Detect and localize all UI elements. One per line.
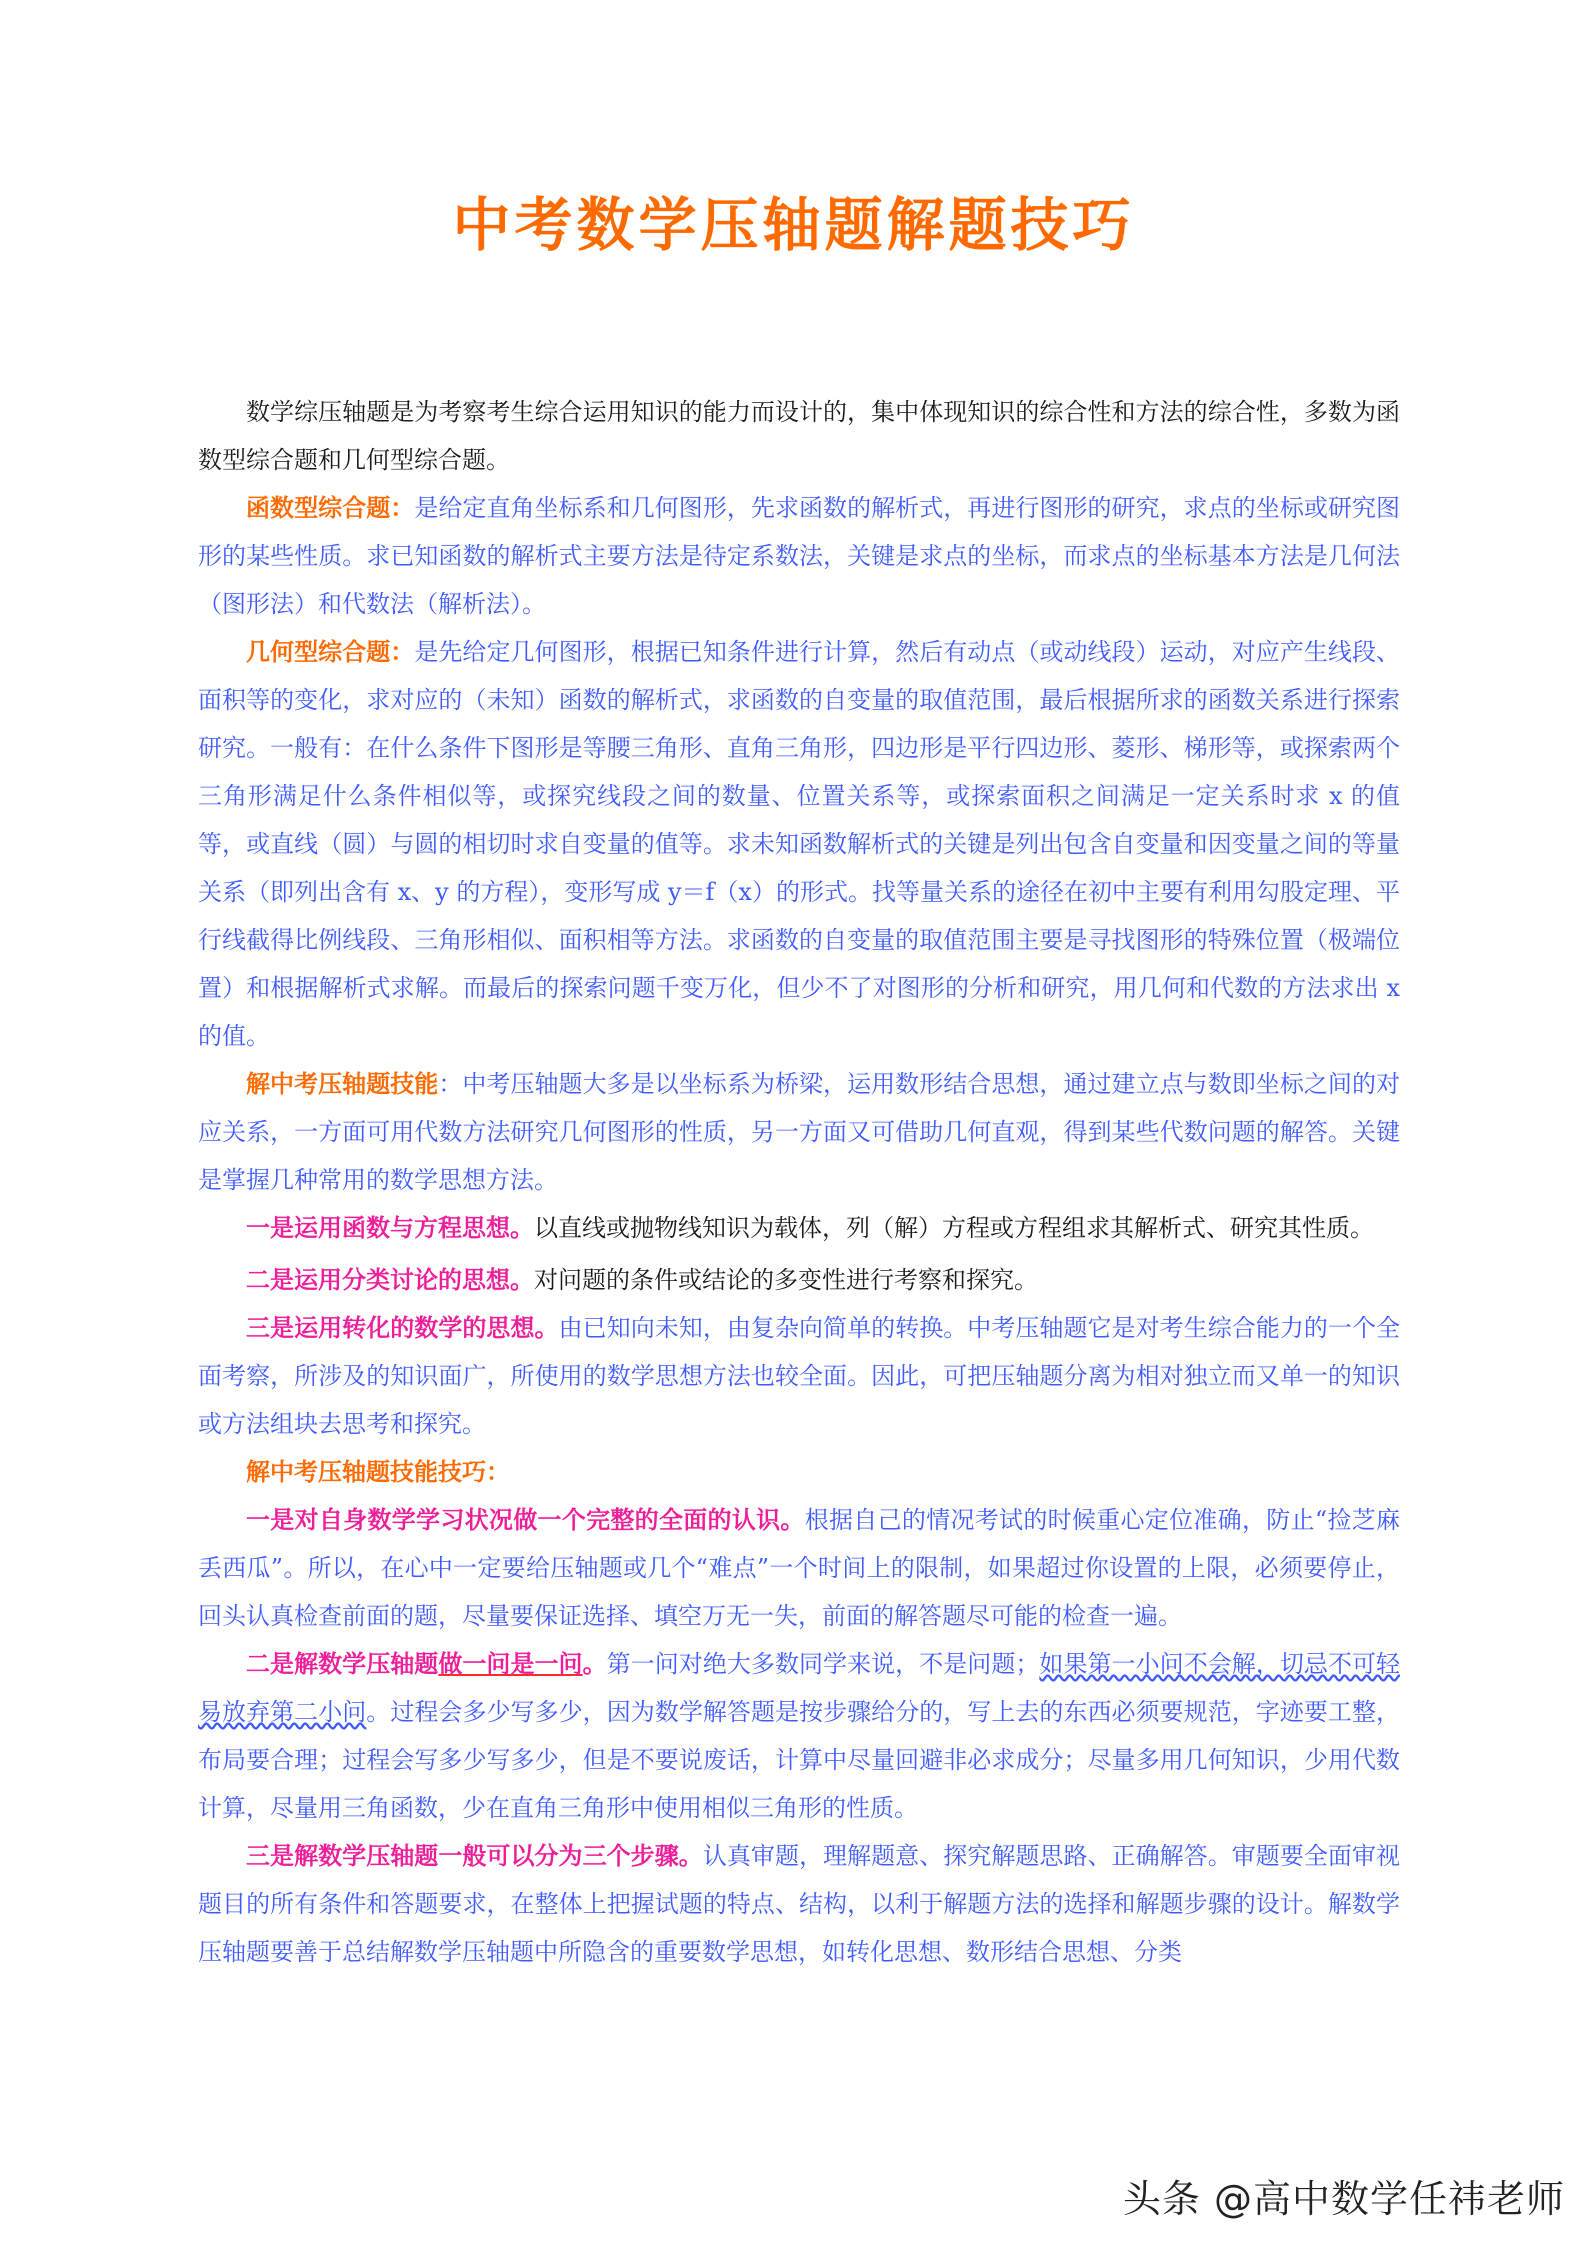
page-title: 中考数学压轴题解题技巧 (452, 191, 1135, 259)
tip-one-label: 一是对自身数学学习状况做一个完整的全面的认识。 (246, 1505, 805, 1534)
tip-one-text: 根据自己的情况考试的时候重心定位准确，防止“捡芝麻丢西瓜”。所以，在心中一定要给压轴题或几个“难点”一个时间上的限制，如果超过你设置的上限，必须要停止，回头认真检查前面的题，尽量要保证选择、填空万无一失，前面的解答题尽可能的检查一遍。 (198, 1506, 1400, 1630)
tip-three-paragraph (198, 1832, 1400, 1976)
intro-paragraph (198, 388, 1400, 484)
article-body (198, 388, 1400, 1976)
method-one-paragraph (198, 1204, 1400, 1252)
skills-label: 解中考压轴题技能 (246, 1069, 439, 1098)
method-three-paragraph (198, 1304, 1400, 1448)
tip-two-label: 二是解数学压轴题 (246, 1649, 439, 1678)
tips-heading-paragraph (198, 1448, 1400, 1496)
tip-two-text-c: 。过程会多少写多少，因为数学解答题是按步骤给分的，写上去的东西必须要规范，字迹要工整，布局要合理；过程会写多少写多少，但是不要说废话，计算中尽量回避非必求成分；尽量多用几何知识，少用代数计算，尽量用三角函数，少在直角三角形中使用相似三角形的性质。 (198, 1698, 1401, 1822)
tip-two-text-a: 第一问对绝大多数同学来说，不是问题； (606, 1650, 1040, 1678)
geometry-type-text: 是先给定几何图形，根据已知条件进行计算，然后有动点（或动线段）运动，对应产生线段、面积等的变化，求对应的（未知）函数的解析式，求函数的自变量的取值范围，最后根据所求的函数关系进行探索研究。一般有：在什么条件下图形是等腰三角形、直角三角形，四边形是平行四边形、菱形、梯形等，或探索两个三角形满足什么条件相似等，或探究线段之间的数量、位置关系等，或探索面积之间满足一定关系时求 x 的值等，或直线（圆）与圆的相切时求自变量的值等。求未知函数解析式的关键是列出包含自变量和因变量之间的等量关系（即列出含有 x、y 的方程），变形写成 y＝f（x）的形式。找等量关系的途径在初中主要有利用勾股定理、平行线截得比例线段、三角形相似、面积相等方法。求函数的自变量的取值范围主要是寻找图形的特殊位置（极端位置）和根据解析式求解。而最后的探索问题千变万化，但少不了对图形的分析和研究，用几何和代数的方法求出 x 的值。 (198, 638, 1401, 1050)
method-one-label: 一是运用函数与方程思想。 (246, 1213, 534, 1242)
tip-two-paragraph (198, 1640, 1400, 1832)
method-two-text: 对问题的条件或结论的多变性进行考察和探究。 (534, 1266, 1038, 1294)
tips-heading: 解中考压轴题技能技巧： (246, 1457, 510, 1486)
geometry-type-paragraph (198, 628, 1400, 1060)
geometry-type-label: 几何型综合题： (246, 637, 415, 666)
skills-paragraph (198, 1060, 1400, 1204)
tip-two-label-end: 。 (582, 1649, 607, 1678)
method-one-text: 以直线或抛物线知识为载体，列（解）方程或方程组求其解析式、研究其性质。 (534, 1214, 1374, 1242)
tip-one-paragraph (198, 1496, 1400, 1640)
tip-two-label-underlined: 做一问是一问 (438, 1649, 583, 1678)
function-type-text: 是给定直角坐标系和几何图形，先求函数的解析式，再进行图形的研究，求点的坐标或研究图形的某些性质。求已知函数的解析式主要方法是待定系数法，关键是求点的坐标，而求点的坐标基本方法是几何法（图形法）和代数法（解析法）。 (198, 494, 1401, 618)
skills-text: ：中考压轴题大多是以坐标系为桥梁，运用数形结合思想，通过建立点与数即坐标之间的对应关系，一方面可用代数方法研究几何图形的性质，另一方面又可借助几何直观，得到某些代数问题的解答。关键是掌握几种常用的数学思想方法。 (198, 1070, 1401, 1194)
tip-three-text: 认真审题，理解题意、探究解题思路、正确解答。审题要全面审视题目的所有条件和答题要求，在整体上把握试题的特点、结构，以利于解题方法的选择和解题步骤的设计。解数学压轴题要善于总结解数学压轴题中所隐含的重要数学思想，如转化思想、数形结合思想、分类 (198, 1842, 1401, 1966)
tip-two-text-wavy: 如果第一小问不会解，切忌不可轻易放弃第二小问 (198, 1650, 1401, 1726)
function-type-label: 函数型综合题： (246, 493, 415, 522)
method-three-text: 由已知向未知，由复杂向简单的转换。中考压轴题它是对考生综合能力的一个全面考察，所涉及的知识面广，所使用的数学思想方法也较全面。因此，可把压轴题分离为相对独立而又单一的知识或方法组块去思考和探究。 (198, 1314, 1401, 1438)
intro-text: 数学综压轴题是为考察考生综合运用知识的能力而设计的，集中体现知识的综合性和方法的综合性，多数为函数型综合题和几何型综合题。 (198, 398, 1400, 474)
watermark: 头条 @高中数学任祎老师 (1122, 2177, 1565, 2221)
method-two-label: 二是运用分类讨论的思想。 (246, 1265, 534, 1294)
function-type-paragraph (198, 484, 1400, 628)
tip-three-label: 三是解数学压轴题一般可以分为三个步骤。 (246, 1841, 703, 1870)
method-three-label: 三是运用转化的数学的思想。 (246, 1313, 559, 1342)
method-two-paragraph (198, 1256, 1400, 1304)
